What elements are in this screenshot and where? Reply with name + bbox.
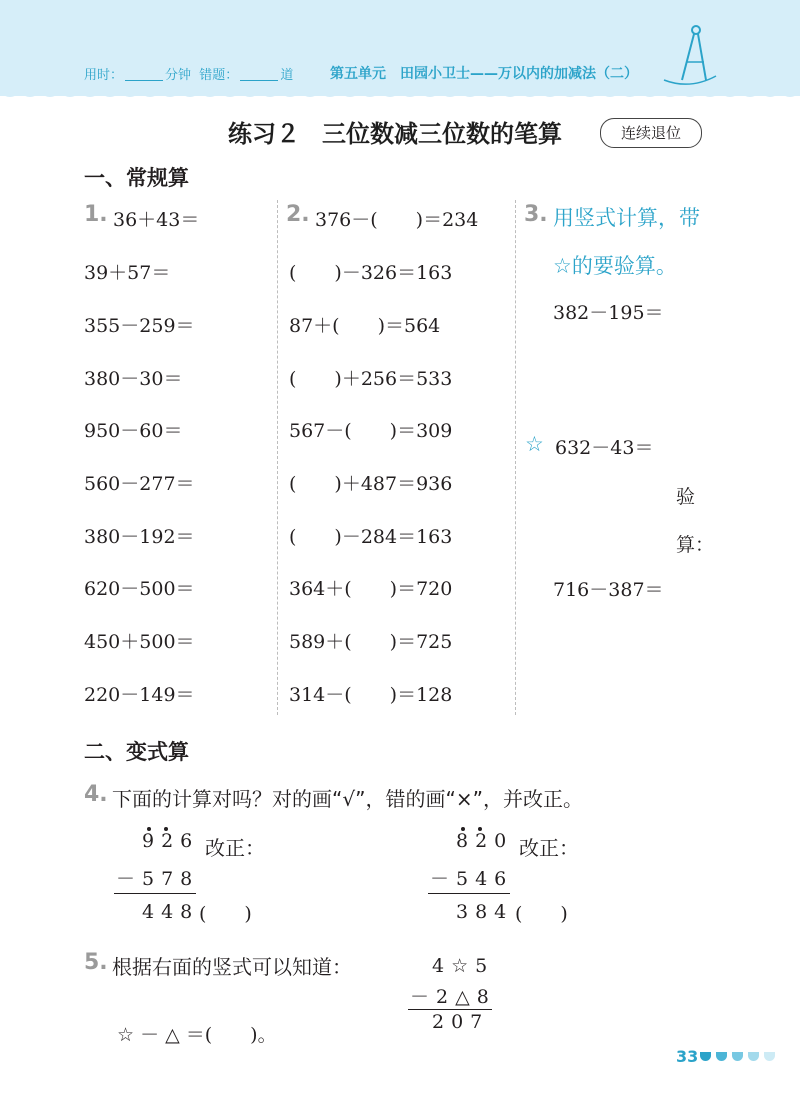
q4-instruction: 下面的计算对吗？对的画“√”，错的画“×”，并改正。 xyxy=(112,787,583,811)
page-dot xyxy=(748,1052,759,1061)
calc1-top: 926 xyxy=(142,830,200,852)
q5-calc-sub: －2△8 xyxy=(410,986,496,1008)
q2-item[interactable]: ( )－326＝163 xyxy=(289,262,453,284)
q2-item[interactable]: ( )＋487＝936 xyxy=(289,473,453,495)
q3-instruction-2: ☆的要验算。 xyxy=(553,254,677,278)
time-label: 用时： xyxy=(84,68,124,83)
q1-item[interactable]: 39＋57＝ xyxy=(84,262,171,284)
calc-line xyxy=(114,893,196,894)
compass-icon xyxy=(660,20,720,86)
section-heading-2: 二、变式算 xyxy=(84,740,189,764)
errors-blank[interactable] xyxy=(240,68,278,81)
column-divider xyxy=(515,200,516,715)
q3-instruction-1: 用竖式计算，带 xyxy=(553,206,700,230)
column-divider xyxy=(277,200,278,715)
star-icon: ☆ xyxy=(525,432,544,456)
calc1-result: 448 xyxy=(142,901,200,923)
minutes-label: 分钟 xyxy=(165,68,192,83)
calc-line xyxy=(408,1009,492,1010)
title-part1: 练习２ xyxy=(228,120,300,148)
page-dot xyxy=(764,1052,775,1061)
section-heading-1: 一、常规算 xyxy=(84,166,189,190)
q2-item[interactable]: ( )＋256＝533 xyxy=(289,368,453,390)
q3-number: 3. xyxy=(524,202,548,227)
q3-check-label: 验 xyxy=(676,486,696,508)
q5-number: 5. xyxy=(84,950,108,975)
q2-item[interactable]: 87＋( )＝564 xyxy=(289,315,441,337)
q2-item[interactable]: ( )－284＝163 xyxy=(289,526,453,548)
time-field xyxy=(84,64,293,83)
q5-calc-top: 4☆5 xyxy=(432,955,495,977)
q2-item[interactable]: 589＋( )＝725 xyxy=(289,631,453,653)
q3-check-label: 算： xyxy=(676,534,715,556)
calc1-sub: －578 xyxy=(116,868,200,890)
time-blank[interactable] xyxy=(125,68,163,81)
q5-calc-result: 207 xyxy=(432,1011,490,1033)
header-wave xyxy=(0,84,800,104)
q3-item[interactable]: 716－387＝ xyxy=(553,579,664,601)
calc1-fix-label: 改正： xyxy=(205,836,265,860)
calc2-sub: －546 xyxy=(430,868,514,890)
calc2-result: 384 xyxy=(456,901,514,923)
calc-line xyxy=(428,893,510,894)
calc2-judge-paren[interactable]: ( ) xyxy=(515,903,568,925)
q1-item[interactable]: 450＋500＝ xyxy=(84,631,195,653)
q2-item[interactable]: 376－( )＝234 xyxy=(315,209,479,231)
q1-item[interactable]: 950－60＝ xyxy=(84,420,183,442)
q1-item[interactable]: 355－259＝ xyxy=(84,315,195,337)
q1-number: 1. xyxy=(84,202,108,227)
page-title xyxy=(228,114,562,149)
q2-item[interactable]: 364＋( )＝720 xyxy=(289,578,453,600)
q1-item[interactable]: 220－149＝ xyxy=(84,684,195,706)
q2-item[interactable]: 314－( )＝128 xyxy=(289,684,453,706)
q3-item[interactable]: 632－43＝ xyxy=(555,437,654,459)
page-dot xyxy=(732,1052,743,1061)
title-part2: 三位数减三位数的笔算 xyxy=(322,120,562,148)
q2-number: 2. xyxy=(286,202,310,227)
q1-item[interactable]: 620－500＝ xyxy=(84,578,195,600)
calc1-judge-paren[interactable]: ( ) xyxy=(199,903,252,925)
items-label: 道 xyxy=(280,68,294,83)
q2-item[interactable]: 567－( )＝309 xyxy=(289,420,453,442)
q1-item[interactable]: 380－30＝ xyxy=(84,368,183,390)
q3-item[interactable]: 382－195＝ xyxy=(553,302,664,324)
q1-item[interactable]: 36＋43＝ xyxy=(113,209,200,231)
calc2-fix-label: 改正： xyxy=(519,836,579,860)
q1-item[interactable]: 560－277＝ xyxy=(84,473,195,495)
page-number: 33 xyxy=(676,1047,699,1066)
calc2-top: 820 xyxy=(456,830,514,852)
topic-tag: 连续退位 xyxy=(600,118,702,148)
page-dot xyxy=(700,1052,711,1061)
page-dot xyxy=(716,1052,727,1061)
errors-label: 错题： xyxy=(199,68,239,83)
unit-title: 第五单元 田园小卫士——万以内的加减法（二） xyxy=(330,66,638,82)
q1-item[interactable]: 380－192＝ xyxy=(84,526,195,548)
q5-instruction: 根据右面的竖式可以知道： xyxy=(112,955,352,979)
q5-expression[interactable]: ☆ － △ ＝( )。 xyxy=(117,1024,277,1046)
q4-number: 4. xyxy=(84,782,108,807)
